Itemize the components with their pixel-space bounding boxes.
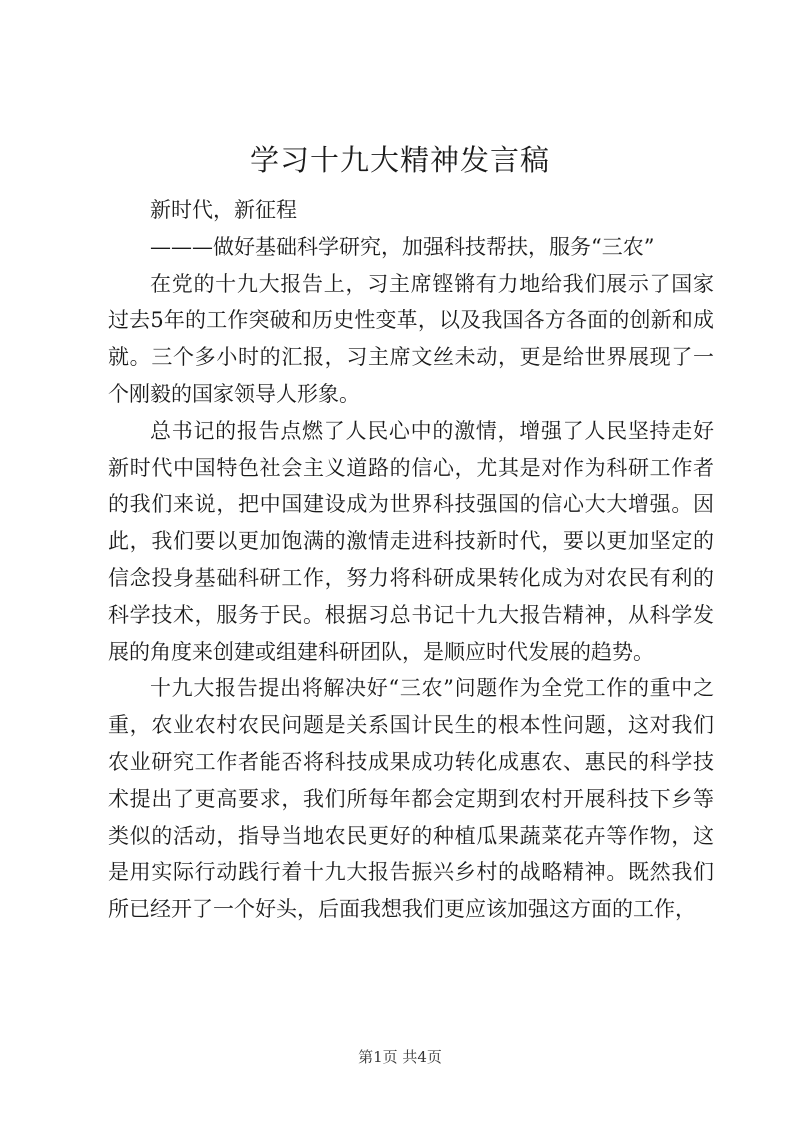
document-body [108, 192, 714, 928]
paragraph-3: 十九大报告提出将解决好“三农”问题作为全党工作的重中之重，农业农村农民问题是关系国计民生的根本性问题，这对我们农业研究工作者能否将科技成果成功转化成惠农、惠民的科学技术提出了更高要求，我们所每年都会定期到农村开展科技下乡等类似的活动，指导当地农民更好的种植瓜果蔬菜花卉等作物，这是用实际行动践行着十九大报告振兴乡村的战略精神。既然我们所已经开了一个好头，后面我想我们更应该加强这方面的工作， [108, 676, 714, 922]
subtitle-line: 新时代，新征程 [150, 198, 297, 222]
document-title: 学习十九大精神发言稿 [249, 143, 550, 177]
paragraph-2: 总书记的报告点燃了人民心中的激情，增强了人民坚持走好新时代中国特色社会主义道路的信心，尤其是对作为科研工作者的我们来说，把中国建设成为世界科技强国的信心大大增强。因此，我们要以更加饱满的激情走进科技新时代，要以更加坚定的信念投身基础科研工作，努力将科研成果转化成为对农民有利的科学技术，服务于民。根据习总书记十九大报告精神，从科学发展的角度来创建或组建科研团队，是顺应时代发展的趋势。 [108, 418, 714, 664]
page-footer: 第1页 共4页 [358, 1048, 442, 1066]
theme-line: ———做好基础科学研究，加强科技帮扶，服务“三农” [150, 234, 655, 259]
paragraph-1: 在党的十九大报告上，习主席铿锵有力地给我们展示了国家过去5年的工作突破和历史性变革，以及我国各方各面的创新和成就。三个多小时的汇报，习主席文丝未动，更是给世界展现了一个刚毅的国家领导人形象。 [108, 271, 714, 406]
